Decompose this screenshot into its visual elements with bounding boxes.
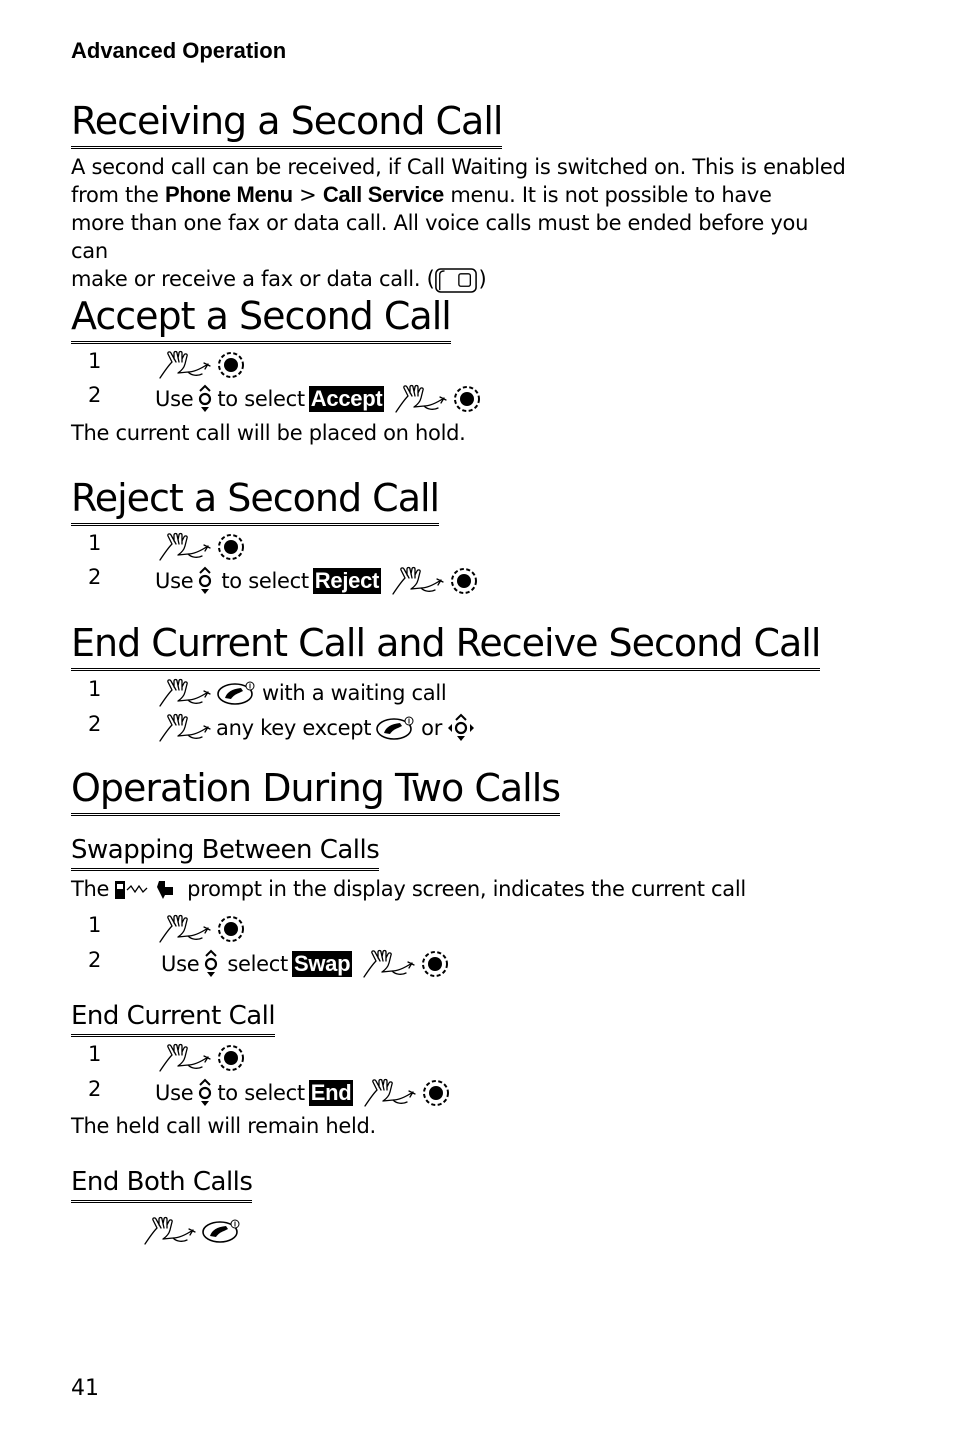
text: ) (478, 267, 487, 291)
text: with a waiting call (262, 681, 447, 705)
text: from the (71, 183, 165, 207)
press-hand-icon (158, 678, 212, 708)
menu-key-icon (434, 267, 478, 294)
step-number: 1 (88, 677, 102, 701)
ok-button-icon (452, 384, 482, 414)
press-hand-icon (363, 1078, 417, 1108)
ok-button-icon (216, 350, 246, 380)
swapping-step-1 (0, 911, 954, 947)
endcurrent-step-2 (0, 1075, 954, 1111)
end-call-key-icon (201, 1218, 243, 1244)
navigation-key-icon (197, 1078, 213, 1108)
current-call-prompt-icon (113, 875, 183, 903)
text: make or receive a fax or data call. ( (71, 267, 435, 291)
step-number: 1 (88, 913, 102, 937)
heading-end-current-receive-second: End Current Call and Receive Second Call (71, 620, 820, 671)
reject-step-1 (0, 529, 954, 565)
ok-button-icon (421, 1078, 451, 1108)
heading-accept-second-call: Accept a Second Call (71, 293, 451, 344)
swapping-prompt-line (71, 875, 746, 903)
page-number: 41 (71, 1376, 99, 1401)
endreceive-step-1 (0, 675, 954, 711)
step-number: 2 (88, 565, 102, 589)
section-header: Advanced Operation (71, 38, 287, 63)
swap-softkey-label: Swap (293, 951, 351, 976)
navigation-key-icon (197, 566, 213, 596)
reject-step-2 (0, 563, 954, 599)
text: Use (155, 1081, 194, 1105)
heading-reject-second-call: Reject a Second Call (71, 475, 439, 526)
ok-button-icon (420, 949, 450, 979)
navigation-key-icon (203, 949, 219, 979)
end-softkey-label: End (310, 1080, 352, 1105)
press-hand-icon (158, 350, 212, 380)
press-hand-icon (394, 384, 448, 414)
text: any key except (216, 716, 372, 740)
heading-end-current-call: End Current Call (71, 1000, 275, 1037)
heading-receiving-second-call: Receiving a Second Call (71, 98, 502, 149)
text: or (421, 716, 443, 740)
ok-button-icon (216, 532, 246, 562)
endboth-step (0, 1213, 954, 1249)
receiving-line-2 (71, 181, 851, 209)
endcurrent-note: The held call will remain held. (71, 1114, 376, 1138)
receiving-line-4 (71, 265, 851, 294)
step-number: 1 (88, 531, 102, 555)
endcurrent-step-1 (0, 1040, 954, 1076)
ok-button-icon (216, 914, 246, 944)
receiving-line-3: more than one fax or data call. All voice calls must be ended before you can (71, 211, 809, 263)
step-number: 2 (88, 1077, 102, 1101)
press-hand-icon (362, 949, 416, 979)
text: menu. It is not possible to have (443, 183, 772, 207)
phone-menu-term: Phone Menu (164, 182, 293, 207)
step-number: 1 (88, 1042, 102, 1066)
press-hand-icon (158, 713, 212, 743)
text: Use (155, 569, 194, 593)
text: Use (155, 387, 194, 411)
ok-button-icon (216, 1043, 246, 1073)
step-number: 2 (88, 383, 102, 407)
text: to select (217, 387, 305, 411)
accept-step-2 (0, 381, 954, 417)
text: to select (217, 1081, 305, 1105)
heading-end-both-calls: End Both Calls (71, 1166, 252, 1203)
receiving-line-1: A second call can be received, if Call Waiting is switched on. This is enabled (71, 155, 846, 179)
step-number: 1 (88, 349, 102, 373)
four-way-navigation-key-icon (446, 713, 476, 743)
call-service-term: Call Service (322, 182, 444, 207)
press-hand-icon (143, 1216, 197, 1246)
text: > (292, 183, 323, 207)
accept-softkey-label: Accept (310, 386, 383, 411)
text: prompt in the display screen, indicates the current call (187, 877, 746, 901)
receiving-paragraph (71, 153, 851, 294)
swapping-step-2 (0, 946, 954, 982)
press-hand-icon (158, 914, 212, 944)
heading-swapping-between-calls: Swapping Between Calls (71, 834, 379, 871)
text: The (71, 877, 110, 901)
reject-softkey-label: Reject (314, 568, 380, 593)
step-number: 2 (88, 712, 102, 736)
end-call-key-icon (375, 715, 417, 741)
press-hand-icon (391, 566, 445, 596)
heading-operation-two-calls: Operation During Two Calls (71, 765, 560, 816)
step-number: 2 (88, 948, 102, 972)
ok-button-icon (449, 566, 479, 596)
endreceive-step-2 (0, 710, 954, 746)
text: Use (161, 952, 200, 976)
press-hand-icon (158, 1043, 212, 1073)
navigation-key-icon (197, 384, 213, 414)
accept-note: The current call will be placed on hold. (71, 421, 466, 445)
end-call-key-icon (216, 680, 258, 706)
accept-step-1 (0, 347, 954, 383)
press-hand-icon (158, 532, 212, 562)
text: to select (221, 569, 309, 593)
text: select (227, 952, 288, 976)
